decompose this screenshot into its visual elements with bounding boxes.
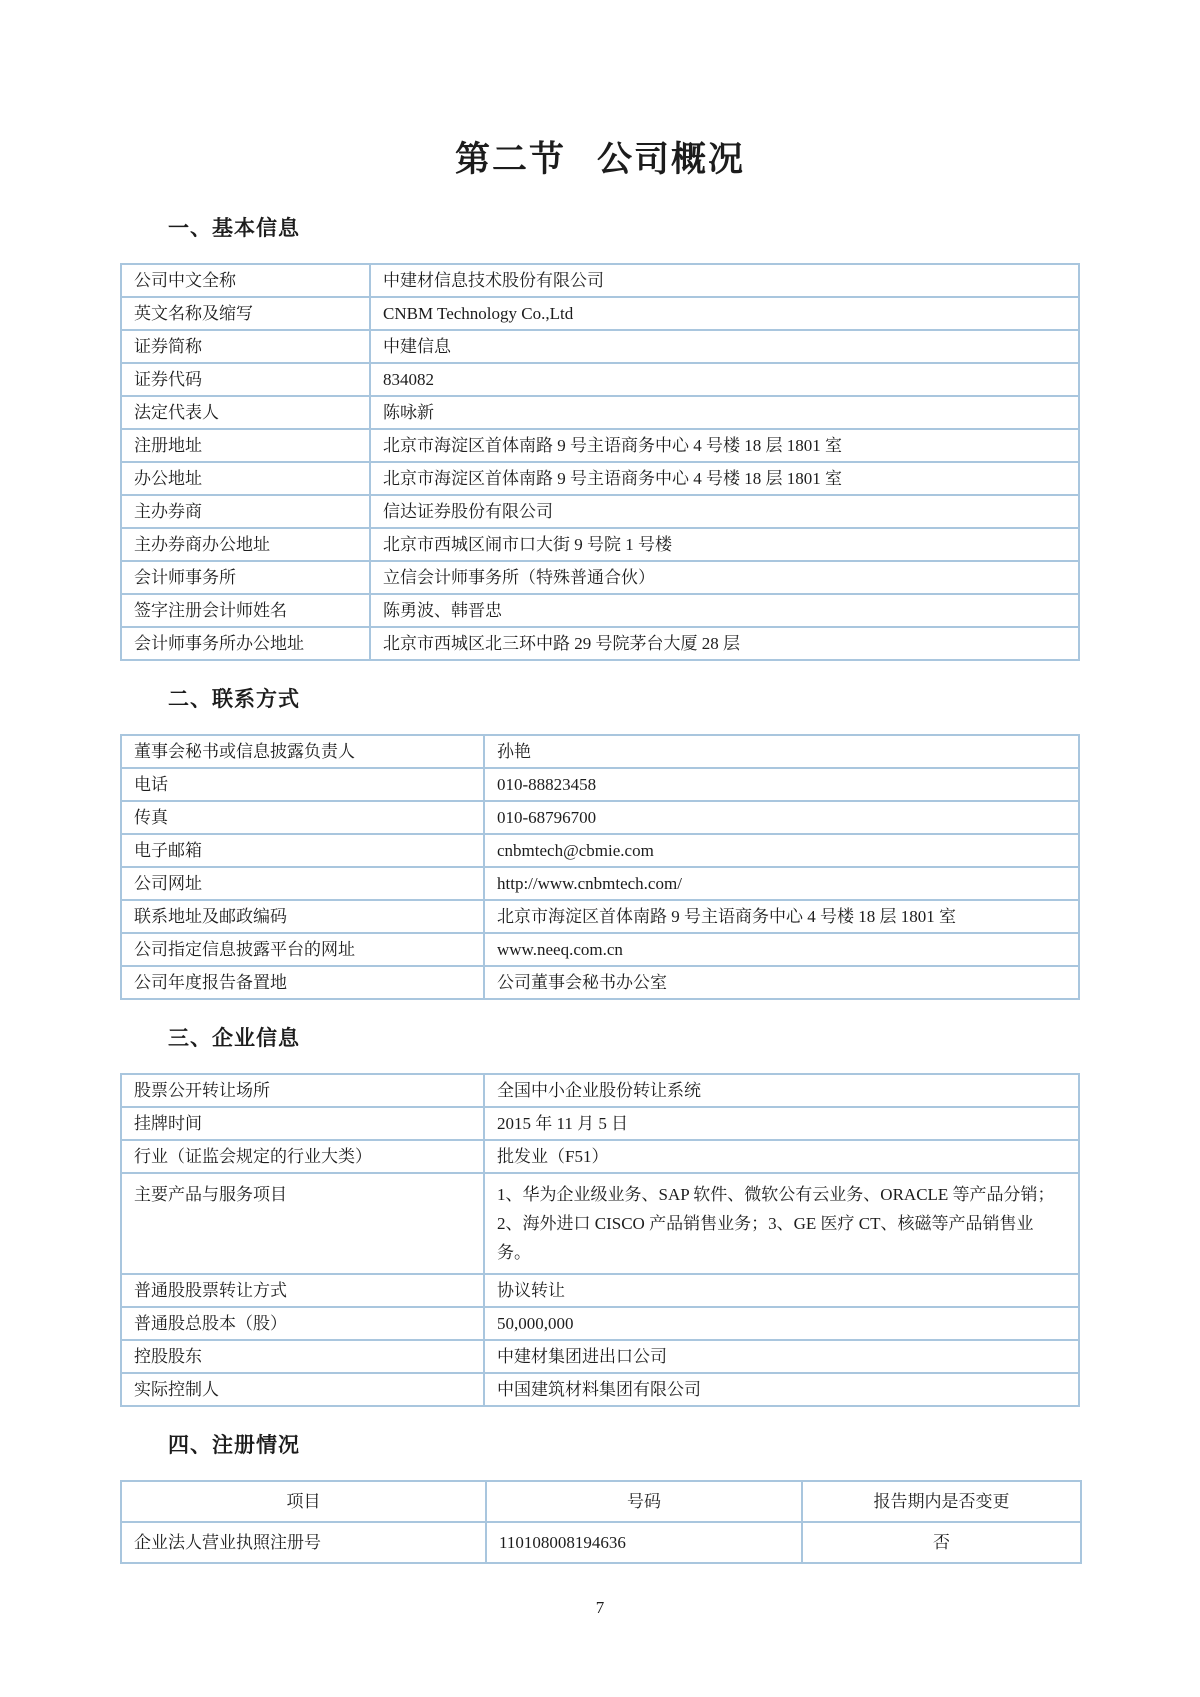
row-value: 陈咏新 bbox=[370, 396, 1079, 429]
row-value: 010-68796700 bbox=[484, 801, 1079, 834]
row-value: 陈勇波、韩晋忠 bbox=[370, 594, 1079, 627]
row-value: 北京市海淀区首体南路 9 号主语商务中心 4 号楼 18 层 1801 室 bbox=[370, 462, 1079, 495]
table-row bbox=[121, 1373, 1079, 1406]
row-label: 普通股股票转让方式 bbox=[121, 1274, 484, 1307]
row-label: 挂牌时间 bbox=[121, 1107, 484, 1140]
table-row bbox=[121, 867, 1079, 900]
table-row bbox=[121, 735, 1079, 768]
section-heading-registration: 四、注册情况 bbox=[168, 1434, 300, 1457]
row-value: 50,000,000 bbox=[484, 1307, 1079, 1340]
row-label: 传真 bbox=[121, 801, 484, 834]
row-label: 公司网址 bbox=[121, 867, 484, 900]
table-cell: 企业法人营业执照注册号 bbox=[121, 1522, 486, 1563]
row-label: 法定代表人 bbox=[121, 396, 370, 429]
section-basic-info bbox=[120, 214, 1080, 661]
row-label: 电子邮箱 bbox=[121, 834, 484, 867]
table-row bbox=[121, 429, 1079, 462]
row-label: 证券简称 bbox=[121, 330, 370, 363]
row-label: 办公地址 bbox=[121, 462, 370, 495]
table-row bbox=[121, 966, 1079, 999]
row-label: 电话 bbox=[121, 768, 484, 801]
row-value: 中建信息 bbox=[370, 330, 1079, 363]
row-value: 全国中小企业股份转让系统 bbox=[484, 1074, 1079, 1107]
row-label: 会计师事务所 bbox=[121, 561, 370, 594]
row-value: 信达证券股份有限公司 bbox=[370, 495, 1079, 528]
table-row bbox=[121, 627, 1079, 660]
column-header-number: 号码 bbox=[486, 1481, 802, 1522]
row-label: 主办券商办公地址 bbox=[121, 528, 370, 561]
row-label: 会计师事务所办公地址 bbox=[121, 627, 370, 660]
row-label: 普通股总股本（股） bbox=[121, 1307, 484, 1340]
table-row bbox=[121, 396, 1079, 429]
row-value: 中建材信息技术股份有限公司 bbox=[370, 264, 1079, 297]
table-row bbox=[121, 297, 1079, 330]
table-row bbox=[121, 561, 1079, 594]
row-label: 联系地址及邮政编码 bbox=[121, 900, 484, 933]
row-value: 北京市海淀区首体南路 9 号主语商务中心 4 号楼 18 层 1801 室 bbox=[484, 900, 1079, 933]
row-value: 立信会计师事务所（特殊普通合伙） bbox=[370, 561, 1079, 594]
row-value: 1、华为企业级业务、SAP 软件、微软公有云业务、ORACLE 等产品分销；2、海外进口 CISCO 产品销售业务；3、GE 医疗 CT、核磁等产品销售业务。 bbox=[484, 1173, 1079, 1274]
table-row bbox=[121, 330, 1079, 363]
row-label: 主办券商 bbox=[121, 495, 370, 528]
table-row bbox=[121, 1107, 1079, 1140]
row-value: 孙艳 bbox=[484, 735, 1079, 768]
table-row bbox=[121, 1274, 1079, 1307]
registration-table bbox=[120, 1480, 1082, 1564]
row-value: CNBM Technology Co.,Ltd bbox=[370, 297, 1079, 330]
table-row bbox=[121, 1522, 1081, 1563]
row-label: 董事会秘书或信息披露负责人 bbox=[121, 735, 484, 768]
table-row bbox=[121, 528, 1079, 561]
row-value: 公司董事会秘书办公室 bbox=[484, 966, 1079, 999]
row-value: 010-88823458 bbox=[484, 768, 1079, 801]
row-label: 行业（证监会规定的行业大类） bbox=[121, 1140, 484, 1173]
table-header-row bbox=[121, 1481, 1081, 1522]
row-label: 公司指定信息披露平台的网址 bbox=[121, 933, 484, 966]
row-label: 英文名称及缩写 bbox=[121, 297, 370, 330]
row-label: 实际控制人 bbox=[121, 1373, 484, 1406]
table-cell: 否 bbox=[802, 1522, 1081, 1563]
row-value: 北京市西城区北三环中路 29 号院茅台大厦 28 层 bbox=[370, 627, 1079, 660]
column-header-item: 项目 bbox=[121, 1481, 486, 1522]
row-label: 股票公开转让场所 bbox=[121, 1074, 484, 1107]
row-value: 中国建筑材料集团有限公司 bbox=[484, 1373, 1079, 1406]
section-enterprise-info bbox=[120, 1024, 1080, 1407]
table-row bbox=[121, 1307, 1079, 1340]
table-row bbox=[121, 363, 1079, 396]
page-number: 7 bbox=[595, 1598, 605, 1617]
table-row bbox=[121, 933, 1079, 966]
row-label: 签字注册会计师姓名 bbox=[121, 594, 370, 627]
section-heading-enterprise-info: 三、企业信息 bbox=[168, 1027, 300, 1050]
row-value: 批发业（F51） bbox=[484, 1140, 1079, 1173]
enterprise-info-table bbox=[120, 1073, 1080, 1407]
row-value: cnbmtech@cbmie.com bbox=[484, 834, 1079, 867]
table-row bbox=[121, 1340, 1079, 1373]
row-value: 2015 年 11 月 5 日 bbox=[484, 1107, 1079, 1140]
table-row bbox=[121, 495, 1079, 528]
section-heading-contact-info: 二、联系方式 bbox=[168, 688, 300, 711]
table-row bbox=[121, 768, 1079, 801]
row-value: 北京市西城区闹市口大街 9 号院 1 号楼 bbox=[370, 528, 1079, 561]
table-row bbox=[121, 801, 1079, 834]
table-row bbox=[121, 264, 1079, 297]
row-label: 证券代码 bbox=[121, 363, 370, 396]
row-value: 协议转让 bbox=[484, 1274, 1079, 1307]
table-cell: 110108008194636 bbox=[486, 1522, 802, 1563]
row-value: http://www.cnbmtech.com/ bbox=[484, 867, 1079, 900]
table-row bbox=[121, 1074, 1079, 1107]
row-label: 公司年度报告备置地 bbox=[121, 966, 484, 999]
column-header-changed: 报告期内是否变更 bbox=[802, 1481, 1081, 1522]
row-value: 中建材集团进出口公司 bbox=[484, 1340, 1079, 1373]
row-value: 834082 bbox=[370, 363, 1079, 396]
section-heading-basic-info: 一、基本信息 bbox=[168, 217, 300, 240]
table-row bbox=[121, 834, 1079, 867]
row-label: 控股股东 bbox=[121, 1340, 484, 1373]
table-row bbox=[121, 1140, 1079, 1173]
table-row bbox=[121, 462, 1079, 495]
row-label: 主要产品与服务项目 bbox=[121, 1173, 484, 1274]
row-value: www.neeq.com.cn bbox=[484, 933, 1079, 966]
section-registration bbox=[120, 1431, 1080, 1564]
contact-info-table bbox=[120, 734, 1080, 1000]
row-label: 公司中文全称 bbox=[121, 264, 370, 297]
table-row bbox=[121, 900, 1079, 933]
table-row bbox=[121, 594, 1079, 627]
section-contact-info bbox=[120, 685, 1080, 1000]
row-value: 北京市海淀区首体南路 9 号主语商务中心 4 号楼 18 层 1801 室 bbox=[370, 429, 1079, 462]
row-label: 注册地址 bbox=[121, 429, 370, 462]
page-title: 第二节 公司概况 bbox=[455, 140, 745, 179]
basic-info-table bbox=[120, 263, 1080, 661]
table-row bbox=[121, 1173, 1079, 1274]
